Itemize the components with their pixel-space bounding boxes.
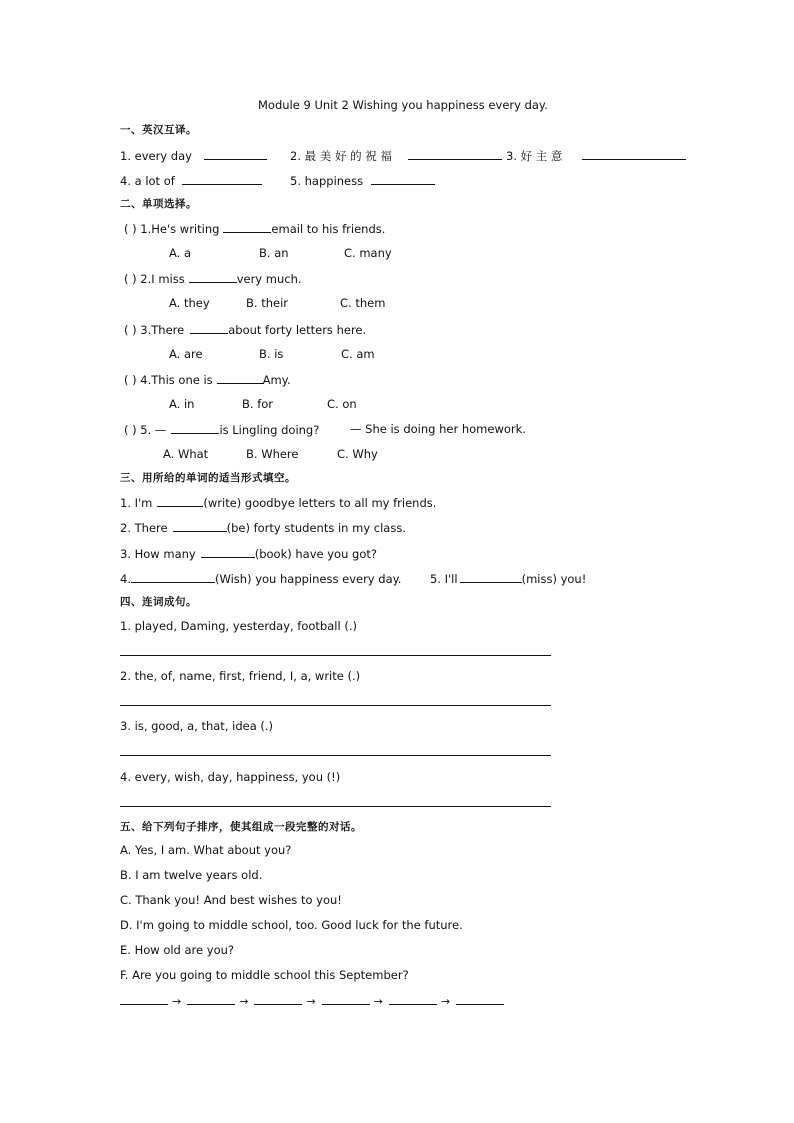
s2-q4-option-b[interactable]: B. for — [242, 397, 274, 411]
s3-item-5-blank[interactable] — [460, 571, 522, 583]
s2-q4-stem-end: Amy. — [262, 373, 291, 387]
s2-q4-stem-start: 4.This one is — [140, 373, 213, 387]
s4-item-4-answer-line[interactable] — [120, 806, 551, 807]
section-1-heading: 一、英汉互译。 — [120, 124, 197, 136]
s2-q1-option-c[interactable]: C. many — [344, 246, 392, 260]
s3-item-2 — [120, 520, 406, 535]
s3-item-1 — [120, 495, 436, 510]
s2-q1-blank[interactable] — [223, 221, 271, 233]
answer-bracket[interactable]: ( ) — [124, 423, 137, 437]
s3-item-3-blank[interactable] — [201, 546, 255, 558]
order-blank[interactable] — [389, 993, 437, 1005]
arrow-icon: → — [373, 995, 383, 1008]
s4-item-2: 2. the, of, name, first, friend, I, a, write (.) — [120, 669, 361, 683]
s2-q1-stem-end: email to his friends. — [271, 222, 386, 236]
s2-q4-blank[interactable] — [217, 372, 263, 384]
s2-q3-stem-end: about forty letters here. — [228, 323, 367, 337]
arrow-icon: → — [239, 995, 249, 1008]
s5-sentence-e: E. How old are you? — [120, 943, 234, 957]
s2-q4-option-a[interactable]: A. in — [169, 397, 195, 411]
s1-q5-text: 5. happiness — [290, 174, 364, 188]
s3-item-1-start: 1. I'm — [120, 496, 153, 510]
s2-q1-option-a[interactable]: A. a — [169, 246, 192, 260]
s5-order-row — [120, 993, 504, 1009]
s2-q5-stem-end: is Lingling doing? — [219, 423, 320, 437]
s2-q2-option-c[interactable]: C. them — [340, 296, 386, 310]
s2-q2-option-a[interactable]: A. they — [169, 296, 210, 310]
order-blank[interactable] — [254, 993, 302, 1005]
s3-item-5-start: 5. I'll — [430, 572, 458, 586]
s2-q2-blank[interactable] — [189, 271, 237, 283]
s4-item-3-answer-line[interactable] — [120, 755, 551, 756]
s2-question-5 — [124, 422, 319, 437]
s3-item-3-start: 3. How many — [120, 547, 196, 561]
s2-q2-stem-end: very much. — [236, 272, 302, 286]
s5-sentence-a: A. Yes, I am. What about you? — [120, 843, 292, 857]
s2-q2-option-b[interactable]: B. their — [246, 296, 288, 310]
s1-q5-blank[interactable] — [371, 173, 435, 185]
s5-sentence-b: B. I am twelve years old. — [120, 868, 263, 882]
s1-q2-text: 2. 最 美 好 的 祝 福 — [290, 149, 392, 163]
s3-item-2-start: 2. There — [120, 521, 168, 535]
s5-sentence-f: F. Are you going to middle school this September? — [120, 968, 409, 982]
s4-item-1: 1. played, Daming, yesterday, football (.) — [120, 619, 357, 633]
s1-question-5 — [290, 173, 435, 188]
s4-item-3: 3. is, good, a, that, idea (.) — [120, 719, 274, 733]
s2-q5-option-b[interactable]: B. Where — [246, 447, 299, 461]
s2-q4-option-c[interactable]: C. on — [327, 397, 357, 411]
s3-item-1-blank[interactable] — [157, 495, 203, 507]
s4-item-2-answer-line[interactable] — [120, 705, 551, 706]
s2-q5-option-a[interactable]: A. What — [163, 447, 209, 461]
s4-item-4: 4. every, wish, day, happiness, you (!) — [120, 770, 341, 784]
order-blank[interactable] — [456, 993, 504, 1005]
order-blank[interactable] — [120, 993, 168, 1005]
arrow-icon: → — [172, 995, 182, 1008]
s3-item-3-end: (book) have you got? — [254, 547, 377, 561]
s5-sentence-c: C. Thank you! And best wishes to you! — [120, 893, 342, 907]
s1-question-4 — [120, 173, 262, 188]
s3-item-3 — [120, 546, 377, 561]
s2-q3-stem-start: 3.There — [140, 323, 185, 337]
section-3-heading: 三、用所给的单词的适当形式填空。 — [120, 472, 296, 484]
s1-q3-blank[interactable] — [582, 148, 686, 160]
s4-item-1-answer-line[interactable] — [120, 655, 551, 656]
s2-q3-blank[interactable] — [190, 322, 228, 334]
s2-question-4 — [124, 372, 291, 387]
answer-bracket[interactable]: ( ) — [124, 272, 137, 286]
s3-item-4 — [120, 571, 401, 586]
s3-item-2-blank[interactable] — [173, 520, 227, 532]
s2-q3-option-b[interactable]: B. is — [259, 347, 284, 361]
s2-q5-answer-line: — She is doing her homework. — [350, 422, 526, 436]
s2-q5-blank[interactable] — [171, 422, 219, 434]
s2-q3-option-a[interactable]: A. are — [169, 347, 203, 361]
s1-question-3 — [506, 148, 686, 163]
s2-question-3 — [124, 322, 366, 337]
s3-item-1-end: (write) goodbye letters to all my friends. — [203, 496, 437, 510]
s1-q4-text: 4. a lot of — [120, 174, 175, 188]
s2-question-1 — [124, 221, 385, 236]
s2-q1-option-b[interactable]: B. an — [259, 246, 289, 260]
s2-question-2 — [124, 271, 302, 286]
s1-question-2 — [290, 148, 502, 163]
s3-item-5-end: (miss) you! — [521, 572, 587, 586]
s3-item-4-start: 4. — [120, 572, 131, 586]
answer-bracket[interactable]: ( ) — [124, 222, 137, 236]
answer-bracket[interactable]: ( ) — [124, 323, 137, 337]
answer-bracket[interactable]: ( ) — [124, 373, 137, 387]
s5-sentence-d: D. I'm going to middle school, too. Good luck for the future. — [120, 918, 463, 932]
section-5-heading: 五、给下列句子排序，使其组成一段完整的对话。 — [120, 821, 362, 833]
s1-q3-text: 3. 好 主 意 — [506, 149, 563, 163]
s1-q1-text: 1. every day — [120, 149, 192, 163]
s3-item-4-blank[interactable] — [131, 571, 215, 583]
s3-item-5 — [430, 571, 586, 586]
s2-q1-stem-start: 1.He's writing — [140, 222, 220, 236]
arrow-icon: → — [306, 995, 316, 1008]
order-blank[interactable] — [187, 993, 235, 1005]
s2-q5-option-c[interactable]: C. Why — [337, 447, 378, 461]
order-blank[interactable] — [322, 993, 370, 1005]
s2-q2-stem-start: 2.I miss — [140, 272, 185, 286]
section-2-heading: 二、单项选择。 — [120, 198, 197, 210]
s1-q4-blank[interactable] — [182, 173, 262, 185]
s2-q5-stem-start: 5. — — [140, 423, 167, 437]
s3-item-4-end: (Wish) you happiness every day. — [214, 572, 402, 586]
s1-question-1 — [120, 148, 267, 163]
s1-q1-blank[interactable] — [204, 148, 267, 160]
s1-q2-blank[interactable] — [408, 148, 502, 160]
arrow-icon: → — [440, 995, 451, 1008]
s2-q3-option-c[interactable]: C. am — [341, 347, 375, 361]
page-title: Module 9 Unit 2 Wishing you happiness every day. — [258, 98, 548, 112]
section-4-heading: 四、连词成句。 — [120, 596, 197, 608]
s3-item-2-end: (be) forty students in my class. — [226, 521, 406, 535]
